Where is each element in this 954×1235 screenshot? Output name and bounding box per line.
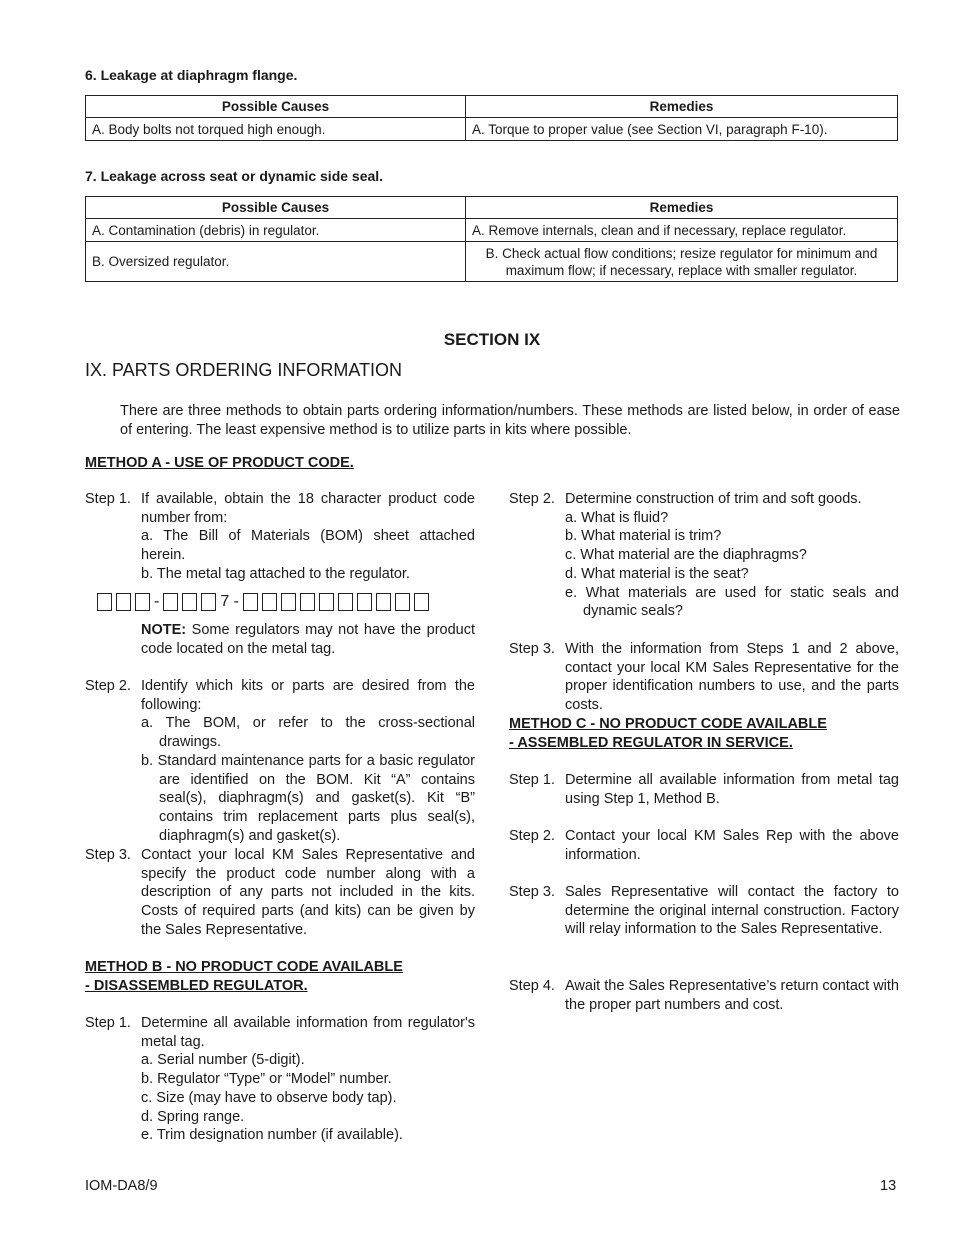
code-box — [376, 593, 391, 611]
column-header-causes: Possible Causes — [86, 197, 466, 219]
code-box — [357, 593, 372, 611]
cause-cell: A. Body bolts not torqued high enough. — [86, 118, 466, 141]
issue-6-title: 6. Leakage at diaphragm flange. — [85, 67, 298, 83]
code-box — [201, 593, 216, 611]
cause-cell: B. Oversized regulator. — [86, 242, 466, 282]
document-id: IOM-DA8/9 — [85, 1178, 158, 1194]
issue-7-table — [85, 196, 898, 282]
method-c-step-3 — [509, 883, 899, 939]
code-box — [243, 593, 258, 611]
cause-cell: A. Contamination (debris) in regulator. — [86, 219, 466, 242]
step-text: Await the Sales Representative’s return contact with the proper part numbers and cost. — [565, 978, 899, 1013]
code-box — [338, 593, 353, 611]
code-box — [135, 593, 150, 611]
method-c-title — [509, 715, 827, 753]
method-c-title-line: - ASSEMBLED REGULATOR IN SERVICE. — [509, 735, 793, 751]
code-separator: - — [154, 593, 160, 610]
step-item: d. Spring range. — [141, 1108, 245, 1125]
step-text: Contact your local KM Sales Rep with the above information. — [565, 828, 899, 863]
table-row — [86, 242, 898, 282]
method-c-step-4 — [509, 977, 899, 1014]
method-c-title-line: METHOD C - NO PRODUCT CODE AVAILABLE — [509, 716, 827, 732]
intro-paragraph: There are three methods to obtain parts ordering information/numbers. These methods are listed below, in order of ease of entering. The least expensive method is to utilize parts in kits where possible. — [120, 403, 900, 438]
remedy-line: B. Check actual flow conditions; resize regulator for minimum and — [485, 245, 878, 261]
code-box — [281, 593, 296, 611]
step-item: d. What material is the seat? — [565, 565, 749, 582]
step-item: b. What material is trim? — [565, 528, 722, 545]
note-body: Some regulators may not have the product code located on the metal tag. — [141, 622, 475, 657]
step-item: c. What material are the diaphragms? — [565, 547, 807, 564]
step-item: b. Regulator “Type” or “Model” number. — [141, 1071, 392, 1088]
method-c-step-1 — [509, 771, 899, 808]
table-row — [86, 118, 898, 141]
remedy-cell — [466, 242, 898, 282]
step-text: Determine all available information from regulator's metal tag. — [141, 1015, 475, 1050]
method-b-title — [85, 958, 403, 996]
note-text — [141, 621, 475, 658]
code-box — [300, 593, 315, 611]
code-fixed-seven: 7 - — [220, 593, 239, 610]
method-a-title: METHOD A - USE OF PRODUCT CODE. — [85, 455, 354, 471]
step-number: Step 2. — [509, 828, 555, 844]
code-box — [116, 593, 131, 611]
code-box — [319, 593, 334, 611]
method-b-step-1 — [85, 1014, 475, 1145]
step-item: b. The metal tag attached to the regulator. — [141, 565, 410, 582]
method-b-step-2 — [509, 490, 899, 621]
issue-7-title: 7. Leakage across seat or dynamic side seal. — [85, 168, 384, 184]
product-code-note — [85, 621, 475, 658]
code-box — [414, 593, 429, 611]
step-item: a. The Bill of Materials (BOM) sheet attached herein. — [141, 528, 475, 564]
column-header-remedies: Remedies — [466, 197, 898, 219]
remedy-line: maximum flow; if necessary, replace with smaller regulator. — [505, 262, 858, 278]
code-box — [97, 593, 112, 611]
column-header-remedies: Remedies — [466, 96, 898, 118]
step-text: Determine construction of trim and soft goods. — [565, 491, 862, 507]
step-text: With the information from Steps 1 and 2 above, contact your local KM Sales Representative for the proper identification numbers to use, and the parts costs. — [565, 641, 899, 714]
remedy-cell: A. Remove internals, clean and if necessary, replace regulator. — [466, 219, 898, 242]
section-title: IX. PARTS ORDERING INFORMATION — [85, 360, 403, 380]
step-item: a. What is fluid? — [565, 509, 669, 526]
step-item: e. What materials are used for static seals and dynamic seals? — [565, 584, 899, 620]
code-box — [395, 593, 410, 611]
step-text: Contact your local KM Sales Representative and specify the product code number along with a description of any parts not included in the kits. Costs of required parts (and kits) can be given by the Sales Representative. — [141, 847, 475, 938]
step-number: Step 3. — [509, 641, 555, 657]
step-item: b. Standard maintenance parts for a basic regulator are identified on the BOM. Kit “A” contains seal(s), diaphragm(s) and gasket(s). Kit “B” contains trim replacement parts plus seal(s), diaphragm(s) and gasket(s). — [141, 752, 475, 844]
step-number: Step 1. — [509, 772, 555, 788]
step-item: a. Serial number (5-digit). — [141, 1052, 305, 1069]
issue-6-table — [85, 95, 898, 141]
step-text: If available, obtain the 18 character product code number from: — [141, 491, 475, 526]
method-a-step-1 — [85, 490, 475, 584]
step-number: Step 2. — [509, 491, 555, 507]
code-box — [262, 593, 277, 611]
step-text: Determine all available information from metal tag using Step 1, Method B. — [565, 772, 899, 807]
note-label: NOTE: — [141, 622, 187, 638]
product-code-boxes — [97, 592, 433, 612]
step-number: Step 4. — [509, 978, 555, 994]
step-text: Sales Representative will contact the factory to determine the original internal construction. Factory will relay information to the Sales Representative. — [565, 884, 899, 938]
method-b-title-line: - DISASSEMBLED REGULATOR. — [85, 978, 308, 994]
step-number: Step 3. — [85, 847, 131, 863]
step-number: Step 2. — [85, 678, 131, 694]
method-a-step-3 — [85, 846, 475, 940]
table-header-row — [86, 96, 898, 118]
step-text: Identify which kits or parts are desired from the following: — [141, 678, 475, 713]
method-c-step-2 — [509, 827, 899, 864]
page-number: 13 — [880, 1178, 897, 1194]
table-row — [86, 219, 898, 242]
step-item: c. Size (may have to observe body tap). — [141, 1089, 397, 1106]
column-header-causes: Possible Causes — [86, 96, 466, 118]
step-item: e. Trim designation number (if available). — [141, 1127, 403, 1144]
method-b-step-3 — [509, 640, 899, 715]
method-b-title-line: METHOD B - NO PRODUCT CODE AVAILABLE — [85, 959, 403, 975]
remedy-cell: A. Torque to proper value (see Section VI, paragraph F-10). — [466, 118, 898, 141]
code-box — [182, 593, 197, 611]
step-number: Step 1. — [85, 491, 131, 507]
section-heading: SECTION IX — [443, 330, 541, 349]
table-header-row — [86, 197, 898, 219]
method-a-step-2 — [85, 677, 475, 845]
code-box — [163, 593, 178, 611]
step-number: Step 3. — [509, 884, 555, 900]
step-item: a. The BOM, or refer to the cross-sectional drawings. — [141, 715, 475, 751]
step-number: Step 1. — [85, 1015, 131, 1031]
